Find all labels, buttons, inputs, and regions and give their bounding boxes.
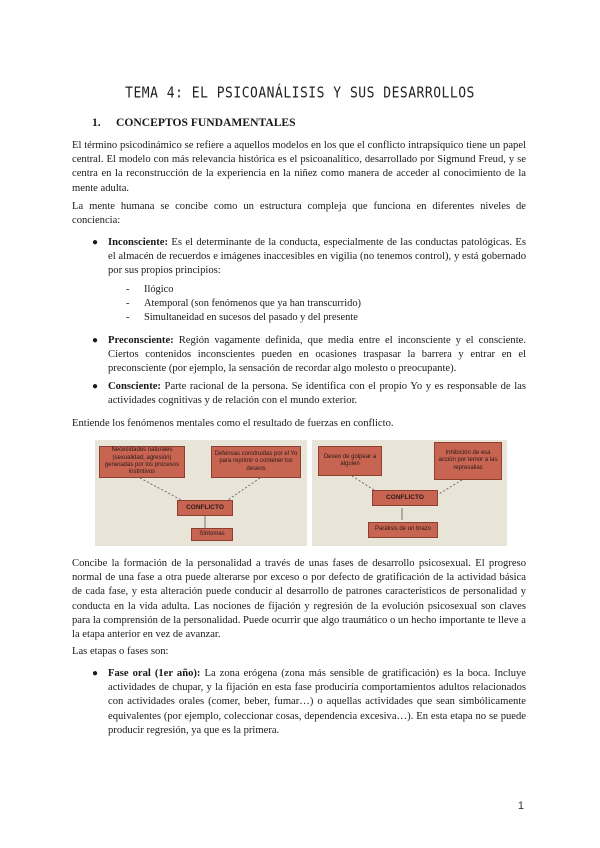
paragraph-personality: Concibe la formación de la personalidad a través de unas fases de desarrollo psicosexual. El progreso normal de una fase a otra puede alterarse por exceso o por defecto de gratificación de la actividad básica de cada fase, y esta alteración puede conducir al desarrollo de patrones característicos de personalidad y conducta en la vida adulta. Las nociones de fijación y regresión de la evolución psicosexual son claves para la comprensión de la personalidad. Puede ocurrir que algo traumático o un hecho importante te lleve a la etapa anterior en vez de avanzar. [72, 558, 526, 641]
sub-item: - Ilógico [126, 284, 174, 295]
page-number: 1 [517, 800, 524, 812]
sub-item-text: Simultaneidad en sucesos del pasado y del presente [144, 312, 358, 323]
bullet-term: Consciente: [108, 381, 161, 392]
bullet-inconsciente [92, 236, 526, 279]
section-heading [92, 116, 296, 129]
figure-left-result-box: Síntomas [191, 528, 233, 541]
figure-left [95, 440, 307, 546]
bullet-fase-oral [92, 667, 526, 738]
figure-right-conflict-box: CONFLICTO [372, 490, 438, 506]
figure-right [312, 440, 507, 546]
bullet-text: Región vagamente definida, que media entre el inconsciente y el consciente. Ciertos contenidos inconscientes pueden en ocasiones traspasar la barrera y entrar en el preconsciente (por ejemplo, la sensación de recordar algo molesto o preocupante). [108, 335, 526, 375]
figure-left-needs-box: Necesidades naturales (sexualidad, agresión) generadas por los procesos instintivos [99, 446, 185, 478]
paragraph-mind: La mente humana se concibe como un estructura compleja que funciona en diferentes niveles de conciencia: [72, 201, 526, 227]
bullet-dot: ● [92, 668, 99, 679]
bullet-text: Parte racional de la persona. Se identifica con el propio Yo y es responsable de las actividades cognitivas y de relación con el mundo exterior. [108, 381, 526, 407]
sub-item-text: Ilógico [144, 284, 174, 295]
figure-right-desire-box: Deseo de golpear a alguien [318, 446, 382, 476]
bullet-dot: ● [92, 237, 99, 248]
figure-left-defenses-box: Defensas construidas por el Yo para reprimir o contener los deseos [211, 446, 301, 478]
bullet-consciente [92, 380, 526, 408]
figure-right-result-box: Parálisis de un brazo [368, 522, 438, 538]
bullet-text: La zona erógena (zona más sensible de gratificación) es la boca. Incluye actividades de chupar, y la fijación en esta fase produciría comportamientos adultos relacionados con actividades orales (comer, beber, fumar…) o aquellas actividades que sean simbólicamente equivalentes (por ejemplo, coleccionar cosas, dependencia excesiva…). En esta etapa no se puede producir regresión, ya que es la primera. [108, 668, 527, 736]
figure-right-inhibition-box: Inhibición de esa acción por temor a las represalias [434, 442, 502, 480]
sub-item-text: Atemporal (son fenómenos que ya han transcurrido) [144, 298, 361, 309]
page-title: TEMA 4: EL PSICOANÁLISIS Y SUS DESARROLLOS [125, 84, 475, 103]
bullet-dot: ● [92, 335, 99, 346]
figure-left-conflict-box: CONFLICTO [177, 500, 233, 516]
paragraph-conflict: Entiende los fenómenos mentales como el resultado de fuerzas en conflicto. [72, 418, 394, 429]
section-number: 1. [92, 116, 101, 129]
bullet-dot: ● [92, 381, 99, 392]
bullet-preconsciente [92, 334, 526, 377]
paragraph-stages: Las etapas o fases son: [72, 646, 169, 657]
sub-item: - Simultaneidad en sucesos del pasado y del presente [126, 312, 358, 323]
bullet-text: Es el determinante de la conducta, especialmente de las conductas patológicas. Es el almacén de recuerdos e imágenes inaccesibles en vigilia (no tenemos control), y está gobernado por sus propios principios: [108, 237, 526, 277]
sub-item: - Atemporal (son fenómenos que ya han transcurrido) [126, 298, 361, 309]
bullet-term: Inconsciente: [108, 237, 169, 248]
bullet-term: Preconsciente: [108, 335, 174, 346]
paragraph-intro: El término psicodinámico se refiere a aquellos modelos en los que el conflicto intrapsíquico tiene un papel central. El modelo con más relevancia histórica es el psicoanalítico, desarrollado por Sigmund Freud, y se centra en la reconstrucción de la experiencia en la niñez como manera de acceder al conocimiento de la mente adulta. [72, 140, 526, 194]
section-title: CONCEPTOS FUNDAMENTALES [116, 116, 296, 129]
bullet-term: Fase oral (1er año): [108, 668, 201, 679]
